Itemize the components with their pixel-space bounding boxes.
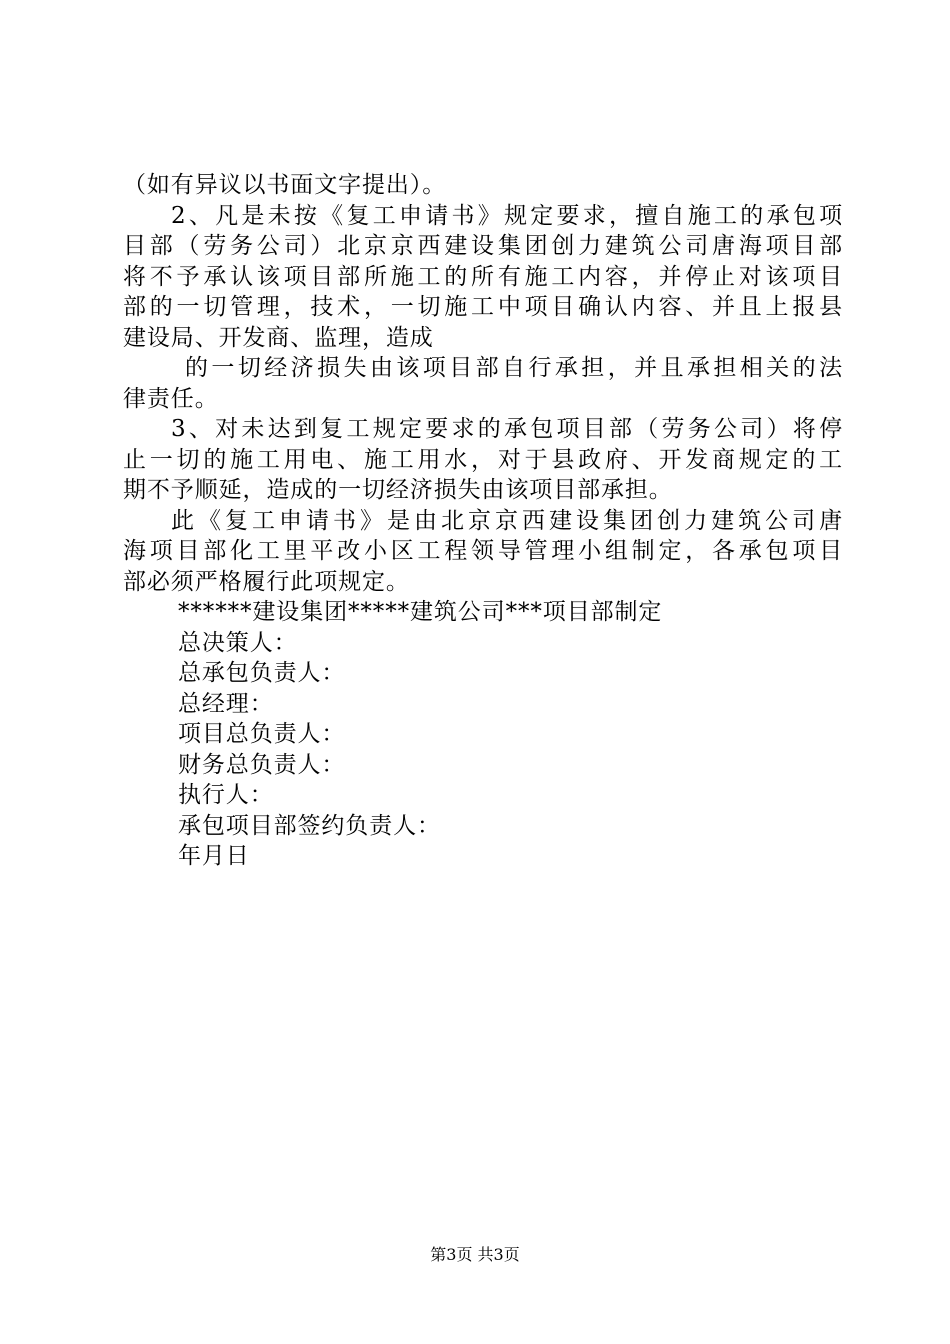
text-line: 目部（劳务公司）北京京西建设集团创力建筑公司唐海项目部: [123, 233, 843, 259]
text-line: 部的一切管理，技术，一切施工中项目确认内容、并且上报县: [123, 294, 843, 320]
signature-field: 承包项目部签约负责人：: [178, 812, 441, 839]
text-line: 止一切的施工用电、施工用水，对于县政府、开发商规定的工: [123, 446, 843, 473]
text-line: 将不予承认该项目部所施工的所有施工内容，并停止对该项目: [123, 263, 843, 290]
text-line: 部必须严格履行此项规定。: [123, 568, 410, 595]
text-line: 建设局、开发商、监理，造成: [123, 324, 434, 351]
signature-field: 执行人：: [178, 782, 274, 808]
page-number: 第3页 共3页: [430, 1245, 520, 1264]
text-line: 期不予顺延，造成的一切经济损失由该项目部承担。: [123, 477, 673, 503]
text-line: 律责任。: [123, 385, 219, 412]
signature-field: 总经理：: [178, 690, 274, 717]
signature-org: ******建设集团*****建筑公司***项目部制定: [178, 599, 663, 625]
signature-field: 总决策人：: [178, 629, 298, 656]
signature-field: 项目总负责人：: [178, 721, 346, 747]
text-line: 此《复工申请书》是由北京京西建设集团创力建筑公司唐: [171, 507, 843, 534]
text-line: 的一切经济损失由该项目部自行承担，并且承担相关的法: [185, 355, 843, 381]
document-body: [123, 170, 843, 872]
signature-date: 年月日: [178, 843, 250, 869]
signature-field: 财务总负责人：: [178, 751, 346, 778]
text-line: （如有异议以书面文字提出）。: [123, 172, 447, 198]
text-line: 2、凡是未按《复工申请书》规定要求，擅自施工的承包项: [171, 202, 843, 229]
signature-field: 总承包负责人：: [178, 660, 346, 686]
text-line: 3、对未达到复工规定要求的承包项目部（劳务公司）将停: [171, 416, 843, 442]
text-line: 海项目部化工里平改小区工程领导管理小组制定，各承包项目: [123, 538, 843, 564]
